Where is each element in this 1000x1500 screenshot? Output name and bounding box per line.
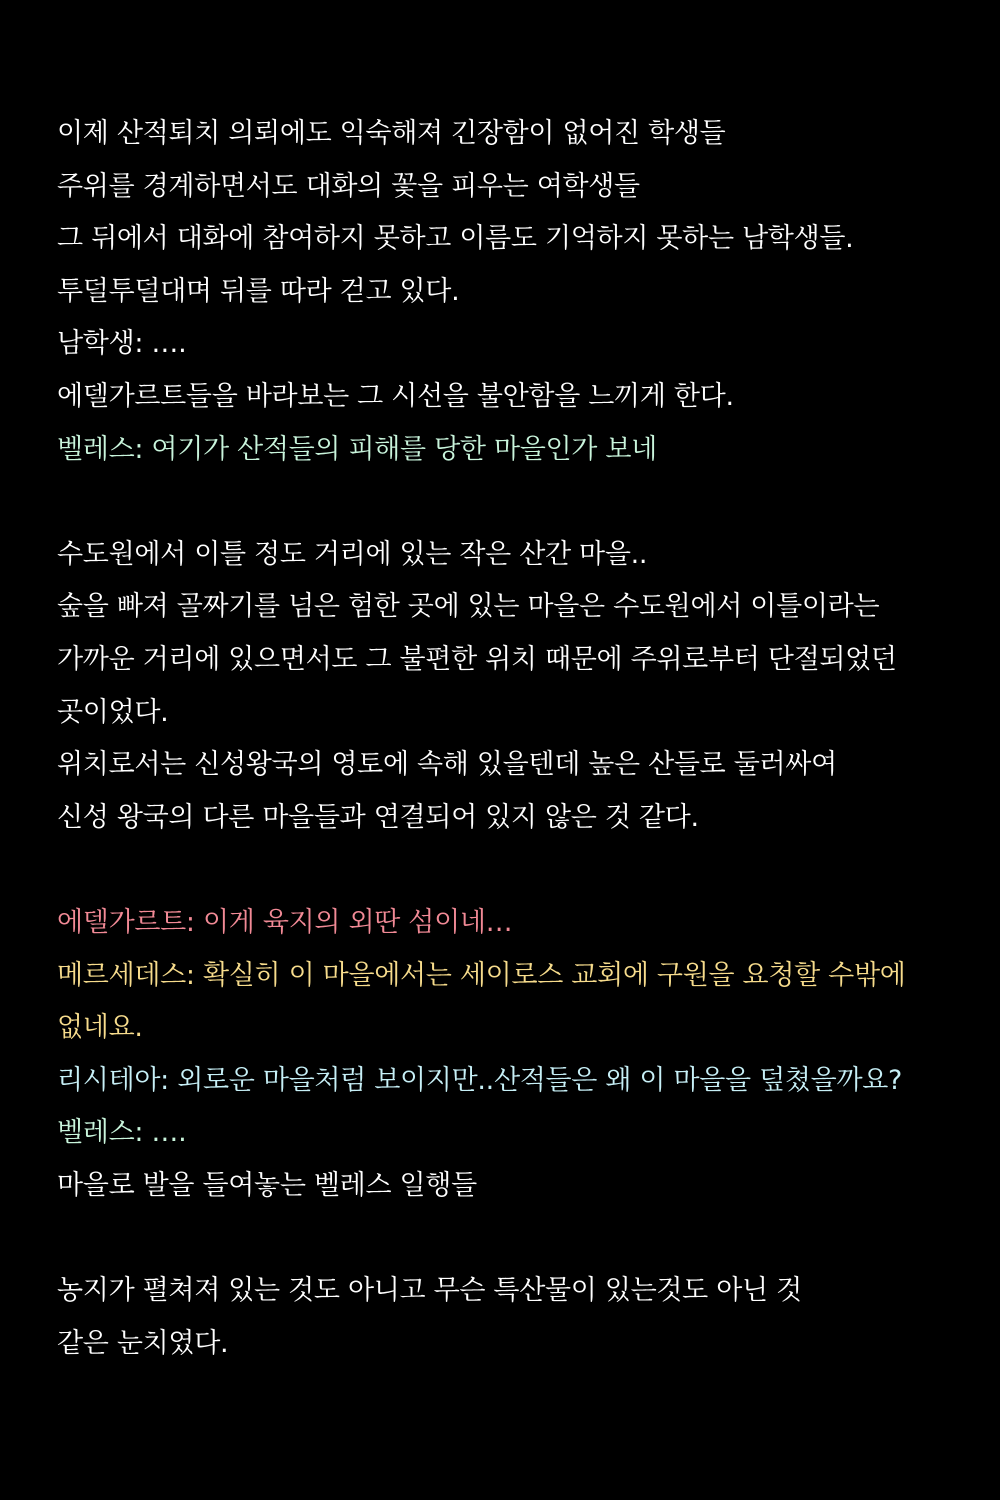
narration-line: 농지가 펼쳐져 있는 것도 아니고 무슨 특산물이 있는것도 아닌 것 xyxy=(57,1275,802,1307)
narration-line: 이제 산적퇴치 의뢰에도 익숙해져 긴장함이 없어진 학생들 xyxy=(57,118,726,149)
narration-line: 가까운 거리에 있으면서도 그 불편한 위치 때문에 주위로부터 단절되었던 xyxy=(57,643,897,675)
paragraph-spacer xyxy=(57,844,977,897)
narration-line: 곳이었다. xyxy=(57,696,169,728)
narration-line: 마을로 발을 들여놓는 벨레스 일행들 xyxy=(57,1169,477,1201)
dialogue-line-belles: 벨레스: 여기가 산적들의 피해를 당한 마을인가 보네 xyxy=(57,433,657,465)
dialogue-line-belles: 벨레스: …. xyxy=(57,1117,187,1149)
narration-line: 숲을 빠져 골짜기를 넘은 험한 곳에 있는 마을은 수도원에서 이틀이라는 xyxy=(57,591,880,623)
dialogue-line-edelgart: 에델가르트: 이게 육지의 외딴 섬이네… xyxy=(57,906,513,938)
narration-line: 그 뒤에서 대화에 참여하지 못하고 이름도 기억하지 못하는 남학생들. xyxy=(57,223,854,255)
dialogue-line-lisitea: 리시테아: 외로운 마을처럼 보이지만..산적들은 왜 이 마을을 덮쳤을까요? xyxy=(57,1064,903,1096)
narration-line: 신성 왕국의 다른 마을들과 연결되어 있지 않은 것 같다. xyxy=(57,801,699,833)
narration-line: 위치로서는 신성왕국의 영토에 속해 있을텐데 높은 산들로 둘러싸여 xyxy=(57,749,837,781)
dialogue-line-mercedes: 없네요. xyxy=(57,1012,143,1044)
narration-line: 같은 눈치였다. xyxy=(57,1327,229,1359)
narration-line: 주위를 경계하면서도 대화의 꽃을 피우는 여학생들 xyxy=(57,170,640,202)
paragraph-spacer xyxy=(57,1212,977,1265)
narration-line: 수도원에서 이틀 정도 거리에 있는 작은 산간 마을.. xyxy=(57,538,648,570)
dialogue-line-mercedes: 메르세데스: 확실히 이 마을에서는 세이로스 교회에 구원을 요청할 수밖에 xyxy=(57,959,906,991)
narration-line: 투덜투덜대며 뒤를 따라 걷고 있다. xyxy=(57,275,460,307)
narration-line: 에델가르트들을 바라보는 그 시선을 불안함을 느끼게 한다. xyxy=(57,380,734,412)
paragraph-spacer xyxy=(57,476,977,529)
story-text-page xyxy=(57,108,977,1370)
dialogue-line-male-student: 남학생: …. xyxy=(57,328,187,360)
